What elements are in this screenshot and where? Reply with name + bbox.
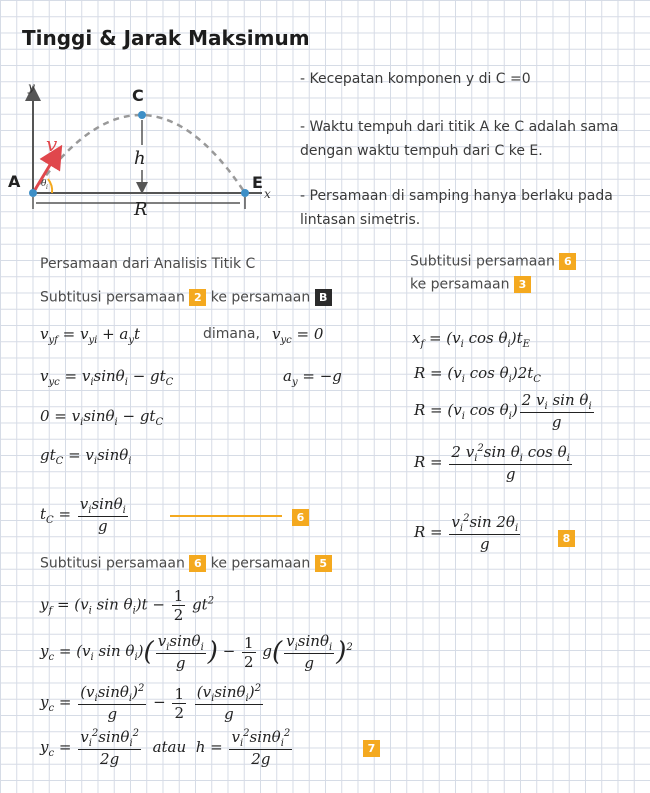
equation-yc-expanded: $y_c = (v_i$ $\sin \theta_i$)( $\frac{v_i\sin\theta_i}{g}$ ) − $\frac{1}{2}$ g( $\frac{v_i\sin\theta_i}{g}$ )$^2$ <box>40 632 353 672</box>
svg-text:i: i <box>46 184 48 191</box>
ref-badge: 8 <box>558 530 575 547</box>
subst-line-2: Subtitusi persamaan 6 ke persamaan 5 <box>40 555 332 572</box>
point-a-dot <box>29 189 37 197</box>
section-heading-c: Persamaan dari Analisis Titik C <box>40 256 256 272</box>
angle-label: θ <box>41 179 47 189</box>
angle-arc <box>48 179 52 193</box>
right-heading-line-2: ke persamaan 3 <box>410 276 531 293</box>
equation-zero: $0 = v_i\sin\theta_i - gt_C$ <box>40 407 164 428</box>
equation-vyc: $v_{yc} = v_i\sin\theta_i - gt_C$ <box>40 367 174 388</box>
svg-text:i: i <box>58 144 62 158</box>
ref-badge: 6 <box>189 555 206 572</box>
equation-underline <box>170 515 282 517</box>
height-label: h <box>134 148 146 169</box>
projectile-diagram <box>0 75 290 225</box>
note-3: - Persamaan di samping hanya berlaku pada lintasan simetris. <box>300 188 613 228</box>
point-e-label: E <box>252 173 263 192</box>
equation-r1: $R = (v_i$ $\cos \theta_i)2t_C$ <box>414 364 541 385</box>
note-2: - Waktu tempuh dari titik A ke C adalah sama dengan waktu tempuh dari C ke E. <box>300 119 619 159</box>
point-c-dot <box>138 111 146 119</box>
velocity-label: v <box>46 132 58 156</box>
point-c-label: C <box>132 86 144 105</box>
equation-yc-simplified: $y_c$ = $\frac{(v_i\sin\theta_i)^2}{g}$ − $\frac{1}{2}$ $\frac{(v_i\sin\theta_i)^2}{g}$ <box>40 683 261 723</box>
axis-x-label: x <box>264 187 271 201</box>
range-label: R <box>134 199 148 220</box>
ref-badge: 6 <box>292 509 309 526</box>
ref-badge: 5 <box>315 555 332 572</box>
equation-vyf: $v_{yf} = v_{yi} + a_yt$ <box>40 325 141 346</box>
atau-label: atau <box>152 738 187 756</box>
point-a-label: A <box>8 172 21 191</box>
ref-badge: 6 <box>559 253 576 270</box>
equation-xf: $x_f = (v_i$ $\cos \theta_i)t_E$ <box>412 329 530 350</box>
ref-badge: B <box>315 289 332 306</box>
ref-badge: 2 <box>189 289 206 306</box>
point-e-dot <box>241 189 249 197</box>
ref-badge: 3 <box>514 276 531 293</box>
page-title: Tinggi & Jarak Maksimum <box>22 26 310 50</box>
equation-r-final: R = $\frac{v_i^2\sin 2\theta_i}{g}$ <box>414 513 519 553</box>
where-label: dimana, <box>203 326 260 342</box>
note-1: - Kecepatan komponen y di C =0 <box>300 71 531 87</box>
subst-line-1: Subtitusi persamaan 2 ke persamaan B <box>40 289 332 306</box>
equation-r2: $R = (v_i$ $\cos \theta_i$) $\frac{2 v_i \sin \theta_i}{g}$ <box>414 391 592 431</box>
equation-ay: $a_y = -g$ <box>283 367 342 388</box>
equation-vyc-zero: $v_{yc} = 0$ <box>272 325 324 346</box>
equation-tc: $t_C$ = $\frac{v_i\sin\theta_i}{g}$ <box>40 495 126 535</box>
ref-badge: 7 <box>363 740 380 757</box>
equation-yc-final: $y_c$ = $\frac{v_i^2\sin\theta_i^2}{2g}$ atau h = $\frac{v_i^2\sin\theta_i^2}{2g}$ <box>40 728 291 768</box>
equation-yf: $y_f = (v_i$ $\sin \theta_i)t$ − $\frac{1}{2}$ $gt^2$ <box>40 587 215 624</box>
right-heading-line-1: Subtitusi persamaan 6 <box>410 253 576 270</box>
axis-y-label: y <box>28 80 35 94</box>
equation-gtc: $gt_C = v_i\sin\theta_i$ <box>40 446 132 467</box>
equation-r3: R = $\frac{2 v_i^2\sin \theta_i \cos \theta_i}{g}$ <box>414 443 570 483</box>
